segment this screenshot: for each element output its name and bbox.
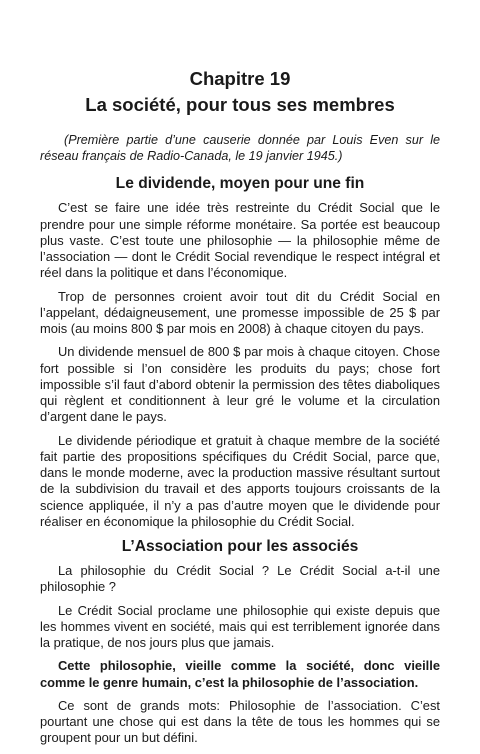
paragraph: Le dividende périodique et gratuit à chaque membre de la société fait partie des propositions spécifiques du Crédit Social, parce que, dans le monde moderne, avec la production massive résultant surtout de la subdivision du travail et des apports toujours croissants de la science appliquée, il n’y a pas d’autre moyen que le dividende pour réaliser en économique la philosophie du Crédit Social. [40,432,440,529]
section-heading-dividende: Le dividende, moyen pour une fin [115,175,365,193]
chapter-number: Chapitre 19 [189,68,291,89]
paragraph: Un dividende mensuel de 800 $ par mois à chaque citoyen. Chose fort possible si l’on considère les produits du pays; chose fort impossible s’il faut d’abord obtenir la permission des têtes diaboliques qui règlent et conditionnent à leur gré le volume et la circulation d’argent dane le pays. [40,344,440,425]
paragraph: C’est se faire une idée très restreinte du Crédit Social que le prendre pour une simple réforme monétaire. Sa portée est beaucoup plus vaste. C’est toute une philosophie — la philosophie même de l’association — dont le Crédit Social revendique le respect intégral et réel dans la politique et dans l’économique. [40,200,440,281]
paragraph: La philosophie du Crédit Social ? Le Crédit Social a-t-il une philosophie ? [40,563,440,595]
paragraph: Ce sont de grands mots: Philosophie de l’association. C’est pourtant une chose qui est dans la tête de tous les hommes qui se groupent pour un but défini. [40,697,440,746]
section-heading-association: L’Association pour les associés [121,538,359,556]
bold-paragraph: Cette philosophie, vieille comme la société, donc vieille comme le genre humain, c’est la philosophie de l’association. [40,658,440,690]
chapter-title: La société, pour tous ses membres [85,94,395,115]
paragraph: Trop de personnes croient avoir tout dit du Crédit Social en l’appelant, dédaigneusement, une promesse impossible de 25 $ par mois (au moins 800 $ par mois en 2008) à chaque citoyen du pays. [40,288,440,337]
intro-note: (Première partie d’une causerie donnée par Louis Even sur le réseau français de Radio-Canada, le 19 janvier 1945.) [40,133,440,164]
paragraph: Le Crédit Social proclame une philosophie qui existe depuis que les hommes vivent en société, mais qui est terriblement ignorée dans la pratique, de nos jours plus que jamais. [40,602,440,651]
